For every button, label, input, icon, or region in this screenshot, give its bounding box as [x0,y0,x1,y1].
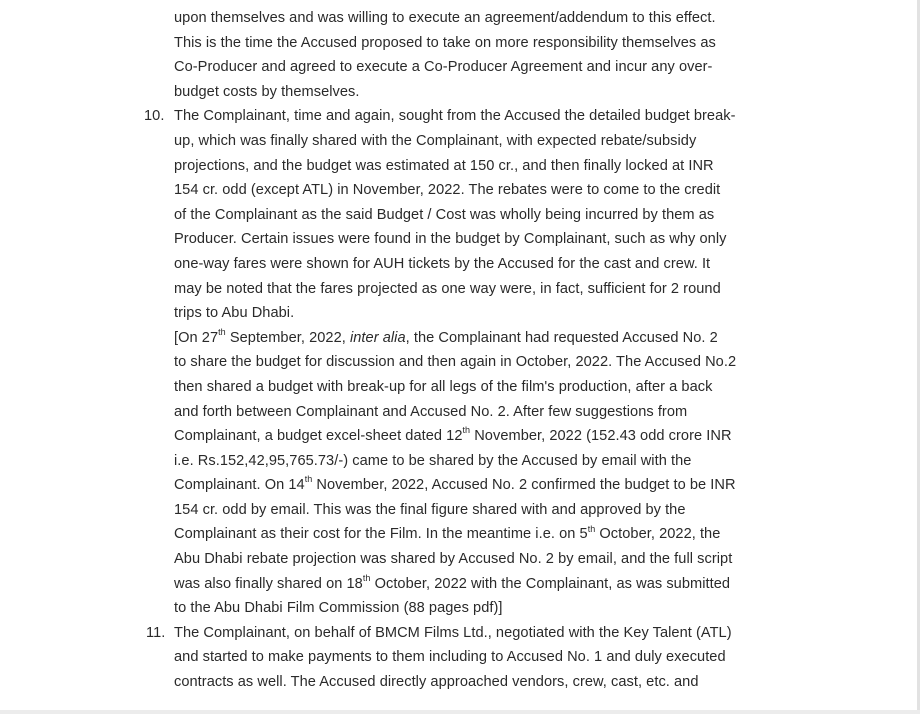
paragraph-9-continuation [140,6,800,104]
text-line: The Complainant, time and again, sought from the Accused the detailed budget break- [174,108,736,125]
paragraph-11 [140,621,800,695]
text-run: October, 2022 with the Complainant, as was submitted [370,575,731,592]
text-line: may be noted that the fares projected as one way were, in fact, sufficient for 2 round [174,280,721,297]
page-edge-bottom [0,710,920,714]
document-body [140,6,800,695]
paragraph-number: 10. [144,108,165,125]
text-line: This is the time the Accused proposed to take on more responsibility themselves as [174,34,716,51]
text-line: up, which was finally shared with the Complainant, with expected rebate/subsidy [174,132,697,149]
bracket-line [174,326,800,351]
text-line: upon themselves and was willing to execute an agreement/addendum to this effect. [174,10,716,26]
text-line: projections, and the budget was estimated at 150 cr., and then finally locked at INR [174,157,714,174]
text-run: November, 2022 (152.43 odd crore INR [470,428,732,445]
text-line: trips to Abu Dhabi. [174,305,295,322]
bracket-line [174,522,800,547]
text-line: 154 cr. odd (except ATL) in November, 2022. The rebates were to come to the credit [174,182,721,199]
ordinal-suffix: th [587,523,596,534]
bracket-line: 154 cr. odd by email. This was the final figure shared with and approved by the [174,501,686,518]
text-run: Complainant, a budget excel-sheet dated 12 [174,428,463,445]
italic-phrase: inter alia [349,329,406,346]
text-run: November, 2022, Accused No. 2 confirmed the budget to be INR [312,477,736,494]
bracket-line [174,572,800,597]
bracket-line: then shared a budget with break-up for all legs of the film's production, after a back [174,378,713,395]
ordinal-suffix: th [462,425,471,436]
bracket-line: i.e. Rs.152,42,95,765.73/-) came to be shared by the Accused by email with the [174,452,692,469]
text-run: was also finally shared on 18 [174,575,363,592]
text-line: Producer. Certain issues were found in the budget by Complainant, such as why only [174,231,727,248]
text-line: one-way fares were shown for AUH tickets by the Accused for the cast and crew. It [174,255,711,272]
bracket-line [174,473,800,498]
text-line: Co-Producer and agreed to execute a Co-Producer Agreement and incur any over- [174,59,713,76]
text-line: The Complainant, on behalf of BMCM Films Ltd., negotiated with the Key Talent (ATL) [174,624,732,641]
ordinal-suffix: th [362,572,371,583]
ordinal-suffix: th [218,326,226,337]
text-line: of the Complainant as the said Budget / Cost was wholly being incurred by them as [174,206,715,223]
text-line: budget costs by themselves. [174,83,360,100]
paragraph-10 [140,104,800,620]
ordinal-suffix: th [304,474,313,485]
bracket-line: to the Abu Dhabi Film Commission (88 pages pdf)] [174,600,503,617]
bracket-line: and forth between Complainant and Accused No. 2. After few suggestions from [174,403,688,420]
text-run: Complainant as their cost for the Film. In the meantime i.e. on 5 [174,526,588,543]
bracket-line: to share the budget for discussion and then again in October, 2022. The Accused No.2 [174,354,737,371]
bracket-line [174,424,800,449]
text-line: contracts as well. The Accused directly approached vendors, crew, cast, etc. and [174,674,699,691]
text-run: [On 27 [174,329,219,346]
text-run: , the Complainant had requested Accused No. 2 [405,329,718,346]
text-run: Complainant. On 14 [174,477,305,494]
text-line: and started to make payments to them including to Accused No. 1 and duly executed [174,649,726,666]
text-run: September, 2022, [225,329,350,346]
text-run: October, 2022, the [595,526,721,543]
paragraph-number: 11. [146,624,166,641]
bracket-line: Abu Dhabi rebate projection was shared by Accused No. 2 by email, and the full script [174,551,733,568]
